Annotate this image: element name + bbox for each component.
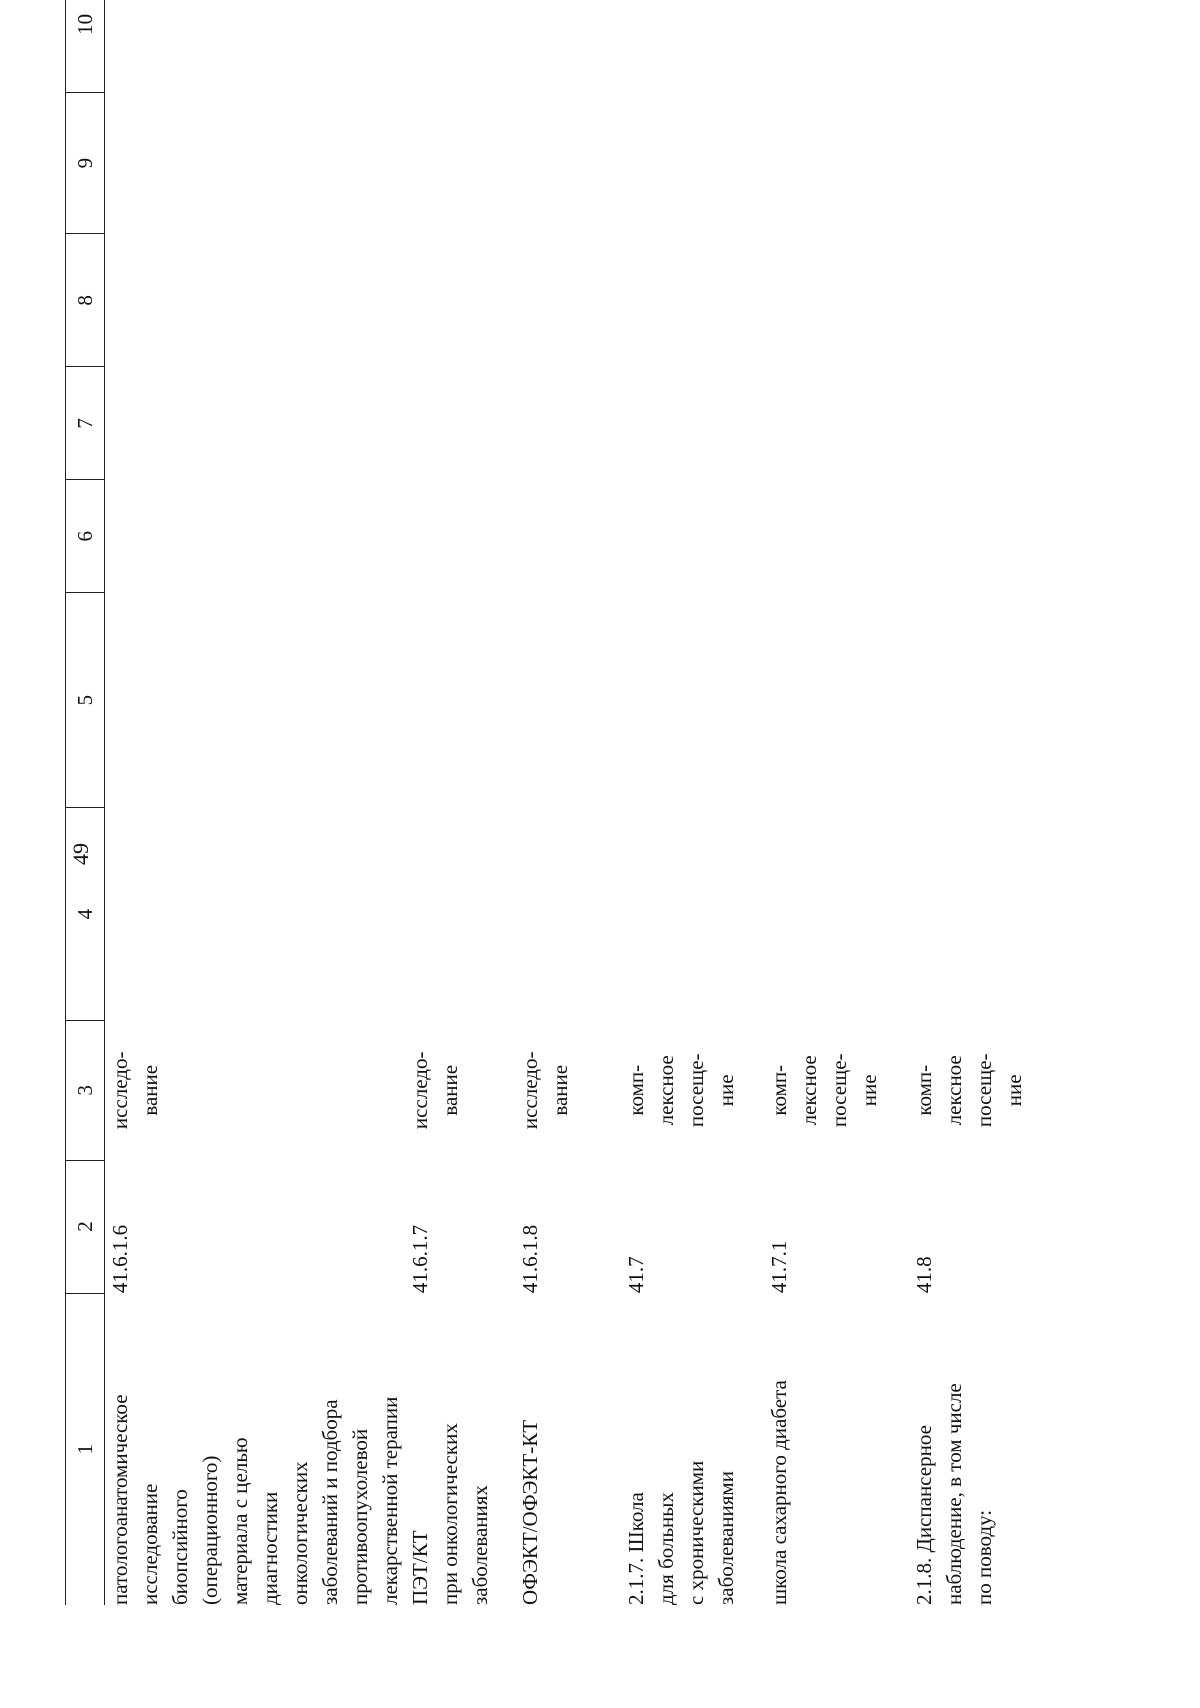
row-unit-line: посеще- <box>827 1053 851 1128</box>
row-name-line: школа сахарного диабета <box>767 1380 791 1605</box>
row-name-line: по поводу: <box>972 1509 996 1605</box>
row-unit-cell <box>621 1021 764 1160</box>
empty-cell <box>764 92 909 234</box>
empty-cell <box>515 234 621 367</box>
data-table <box>65 0 1039 1605</box>
empty-cell <box>621 0 764 92</box>
row-unit-line: вание <box>548 1064 572 1116</box>
empty-cell <box>405 92 515 234</box>
row-code-cell: 41.6.1.7 <box>408 1224 432 1294</box>
row-unit-line: лексное <box>654 1055 678 1126</box>
row-name-line: онкологических <box>288 1461 312 1605</box>
header-col-2: 2 <box>66 1160 105 1293</box>
row-name-line: лекарственной терапии <box>378 1396 402 1605</box>
row-name-cell <box>515 1293 621 1605</box>
empty-cell <box>764 808 909 1021</box>
empty-cell <box>515 593 621 808</box>
empty-cell <box>621 367 764 480</box>
row-unit-line: лексное <box>942 1055 966 1126</box>
row-unit-line: исследо- <box>408 1051 432 1130</box>
empty-cell <box>405 593 515 808</box>
empty-cell <box>105 480 406 593</box>
table-row <box>764 0 909 1605</box>
empty-cell <box>405 234 515 367</box>
empty-cell <box>909 367 1039 480</box>
row-name-cell <box>105 1293 406 1605</box>
header-col-7: 7 <box>66 367 105 480</box>
empty-cell <box>105 92 406 234</box>
empty-cell <box>909 234 1039 367</box>
empty-cell <box>515 0 621 92</box>
header-col-4: 4 <box>66 808 105 1021</box>
row-name-line: материала с целью <box>228 1437 252 1605</box>
empty-cell <box>909 808 1039 1021</box>
empty-cell <box>405 0 515 92</box>
empty-cell <box>764 0 909 92</box>
row-name-line: ПЭТ/КТ <box>408 1530 432 1605</box>
row-unit-cell <box>105 1021 406 1160</box>
row-name-cell <box>405 1293 515 1605</box>
empty-cell <box>764 593 909 808</box>
row-unit-line: комп- <box>912 1064 936 1116</box>
row-unit-line: комп- <box>624 1064 648 1116</box>
row-unit-cell <box>764 1021 909 1160</box>
header-col-5: 5 <box>66 593 105 808</box>
row-name-line: ОФЭКТ/ОФЭКТ-КТ <box>518 1419 542 1605</box>
row-unit-line: посеще- <box>684 1053 708 1128</box>
row-unit-cell <box>405 1021 515 1160</box>
row-code-cell: 41.6.1.8 <box>518 1224 542 1294</box>
empty-cell <box>621 808 764 1021</box>
empty-cell <box>621 234 764 367</box>
empty-cell <box>764 234 909 367</box>
row-code-cell: 41.8 <box>912 1256 936 1294</box>
row-name-line: для больных <box>654 1492 678 1605</box>
empty-cell <box>909 480 1039 593</box>
row-name-line: при онкологических <box>438 1423 462 1605</box>
row-unit-line: ние <box>1002 1074 1026 1107</box>
row-name-cell <box>621 1293 764 1605</box>
table-row <box>515 0 621 1605</box>
row-name-line: биопсийного <box>168 1489 192 1605</box>
empty-cell <box>764 480 909 593</box>
row-unit-line: ние <box>857 1074 881 1107</box>
table-row <box>621 0 764 1605</box>
row-name-cell <box>909 1293 1039 1605</box>
empty-cell <box>515 367 621 480</box>
row-unit-line: вание <box>138 1064 162 1116</box>
row-name-line: заболеваниями <box>714 1471 738 1605</box>
empty-cell <box>105 808 406 1021</box>
row-unit-line: исследо- <box>518 1051 542 1130</box>
empty-cell <box>621 480 764 593</box>
row-name-line: патологоанатомическое <box>108 1394 132 1605</box>
row-unit-line: лексное <box>797 1055 821 1126</box>
empty-cell <box>515 480 621 593</box>
row-name-line: заболеваний и подбора <box>318 1399 342 1605</box>
empty-cell <box>621 92 764 234</box>
table-row <box>909 0 1039 1605</box>
empty-cell <box>405 480 515 593</box>
empty-cell <box>405 367 515 480</box>
row-code-cell: 41.7 <box>624 1256 648 1294</box>
empty-cell <box>105 0 406 92</box>
row-name-line: 2.1.8. Диспансерное <box>912 1425 936 1605</box>
empty-cell <box>515 808 621 1021</box>
row-unit-line: комп- <box>767 1064 791 1116</box>
row-name-line: исследование <box>138 1483 162 1605</box>
row-name-line: диагностики <box>258 1491 282 1605</box>
header-col-3: 3 <box>66 1021 105 1160</box>
row-name-line: противоопухолевой <box>348 1428 372 1605</box>
empty-cell <box>909 593 1039 808</box>
row-name-cell <box>764 1293 909 1605</box>
row-name-line: 2.1.7. Школа <box>624 1492 648 1605</box>
header-row <box>66 0 105 1605</box>
header-col-10: 10 <box>66 0 105 92</box>
empty-cell <box>405 808 515 1021</box>
row-name-line: (операционного) <box>198 1455 222 1605</box>
row-unit-line: посеще- <box>972 1053 996 1128</box>
row-name-line: заболеваниях <box>468 1485 492 1605</box>
empty-cell <box>515 92 621 234</box>
empty-cell <box>105 234 406 367</box>
row-code-cell: 41.6.1.6 <box>108 1224 132 1294</box>
table-row <box>105 0 406 1605</box>
row-name-line: с хроническими <box>684 1460 708 1605</box>
table-row <box>405 0 515 1605</box>
header-col-6: 6 <box>66 480 105 593</box>
page-number: 49 <box>68 843 93 865</box>
row-name-line: наблюдение, в том числе <box>942 1383 966 1605</box>
row-code-cell: 41.7.1 <box>767 1240 791 1294</box>
header-col-9: 9 <box>66 92 105 234</box>
empty-cell <box>105 593 406 808</box>
row-unit-line: вание <box>438 1064 462 1116</box>
empty-cell <box>909 92 1039 234</box>
empty-cell <box>105 367 406 480</box>
row-unit-line: исследо- <box>108 1051 132 1130</box>
row-unit-line: ние <box>714 1074 738 1107</box>
empty-cell <box>621 593 764 808</box>
empty-cell <box>909 0 1039 92</box>
header-col-1: 1 <box>66 1293 105 1605</box>
row-unit-cell <box>909 1021 1039 1160</box>
header-col-8: 8 <box>66 234 105 367</box>
empty-cell <box>764 367 909 480</box>
row-unit-cell <box>515 1021 621 1160</box>
